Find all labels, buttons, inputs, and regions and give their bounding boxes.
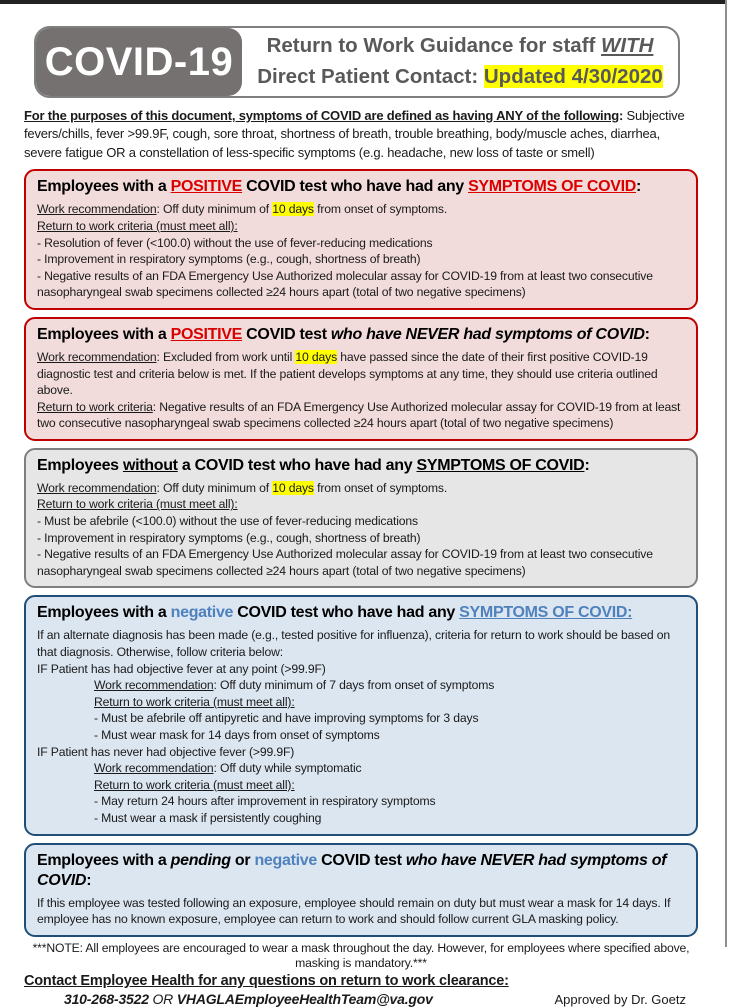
criteria-bullet: - Must wear a mask if persistently coughing	[94, 810, 322, 825]
work-recommendation-text: : Excluded from work until	[156, 349, 296, 364]
return-criteria-label: Return to work criteria (must meet all):	[37, 218, 238, 233]
heading-text: Employees with a	[37, 604, 171, 622]
work-recommendation-line	[37, 201, 685, 218]
header-title-line2	[257, 62, 663, 93]
ten-days-highlight: 10 days	[272, 202, 314, 217]
if-no-fever-condition: IF Patient has never had objective fever (>99.9F)	[37, 744, 295, 759]
heading-text: COVID test who have had any	[242, 178, 469, 196]
criteria-bullet: - Improvement in respiratory symptoms (e.g., cough, shortness of breath)	[37, 252, 421, 267]
heading-colon: :	[644, 325, 650, 343]
definition-lead-text: For the purposes of this document, symptoms of COVID are defined as having ANY of the following	[24, 108, 619, 123]
work-recommendation-line	[37, 677, 685, 694]
contact-line	[24, 991, 433, 1007]
work-recommendation-label: Work recommendation	[94, 678, 214, 693]
document-header	[34, 26, 680, 98]
criteria-bullet: - Negative results of an FDA Emergency Use Authorized molecular assay for COVID-19 from at least two consecutive nasopharyngeal swab specimens collected ≥24 hours apart (total of two negative specimens)	[37, 547, 653, 578]
title-line2-text: Direct Patient Contact:	[257, 65, 484, 88]
page-right-edge	[725, 0, 727, 947]
box-positive-symptomatic	[24, 169, 698, 310]
work-recommendation-label: Work recommendation	[37, 480, 157, 495]
updated-date-highlight: Updated 4/30/2020	[483, 65, 663, 88]
work-recommendation-text: have passed since the date of their first positive COVID-19 diagnostic test and criteria below is met. If the patient develops symptoms at any time, they should use criteria outlined above.	[37, 349, 658, 398]
criteria-bullet: - Improvement in respiratory symptoms (e.g., cough, shortness of breath)	[37, 530, 421, 545]
pending-emphasis: pending	[170, 851, 231, 869]
criteria-bullet: - Negative results of an FDA Emergency Use Authorized molecular assay for COVID-19 from at least two consecutive nasopharyngeal swab specimens collected ≥24 hours apart (total of two negative specimens)	[37, 268, 653, 300]
criteria-bullet: - May return 24 hours after improvement in respiratory symptoms	[94, 794, 436, 809]
return-criteria-label-line	[37, 496, 685, 513]
return-criteria-label-line	[37, 694, 685, 711]
heading-text: Employees with a	[37, 325, 171, 343]
return-criteria-label: Return to work criteria (must meet all):	[94, 777, 295, 792]
work-recommendation-line	[37, 760, 685, 777]
phone-number: 310-268-3522	[64, 991, 149, 1007]
definition-colon: :	[618, 108, 624, 123]
return-criteria-line	[37, 399, 685, 432]
box-negative-symptomatic	[24, 595, 698, 835]
heading-text: Employees with a	[37, 851, 171, 869]
bottom-row	[24, 991, 698, 1007]
symptoms-emphasis: SYMPTOMS OF COVID	[416, 456, 585, 474]
box-positive-never-symptoms	[24, 317, 698, 441]
if-fever-condition: IF Patient has had objective fever at any point (>99.9F)	[37, 661, 326, 676]
criteria-bullet: - Must wear mask for 14 days from onset of symptoms	[94, 728, 380, 743]
return-criteria-label: Return to work criteria (must meet all):	[37, 497, 238, 512]
heading-colon: :	[636, 178, 642, 196]
without-emphasis: without	[122, 456, 178, 474]
heading-colon: :	[584, 456, 590, 474]
return-criteria-label: Return to work criteria (must meet all):	[94, 694, 295, 709]
window-top-edge	[0, 0, 727, 4]
masking-note: ***NOTE: All employees are encouraged to wear a mask throughout the day. However, for employees where specified above, masking is mandatory.***	[32, 940, 690, 971]
box-pending-never-heading	[37, 851, 685, 891]
definition-symptom-list: Subjective fevers/chills, fever >99.9F, cough, sore throat, shortness of breath, trouble breathing, body/muscle aches, diarrhea, severe fatigue OR a constellation of less-specific symptoms (e.g. headache, new loss of taste or smell)	[24, 108, 685, 160]
heading-text: Employees	[37, 456, 123, 474]
title-with-emphasis: WITH	[601, 34, 654, 58]
positive-emphasis: POSITIVE	[170, 178, 243, 196]
box-positive-never-heading	[37, 325, 685, 345]
email-address: VHAGLAEmployeeHealthTeam@va.gov	[176, 991, 433, 1007]
positive-emphasis: POSITIVE	[170, 325, 243, 343]
box-positive-symptomatic-heading	[37, 177, 685, 197]
contact-heading: Contact Employee Health for any questions on return to work clearance:	[24, 973, 509, 990]
header-title	[242, 28, 678, 96]
symptoms-definition-paragraph	[24, 107, 698, 162]
work-recommendation-text: from onset of symptoms.	[313, 480, 448, 495]
ten-days-highlight: 10 days	[295, 349, 338, 364]
work-recommendation-label: Work recommendation	[37, 349, 157, 364]
title-line1-text: Return to Work Guidance for staff	[266, 34, 602, 58]
return-criteria-label: Return to work criteria	[37, 399, 153, 414]
work-recommendation-text: : Off duty minimum of	[156, 202, 273, 217]
heading-colon: :	[86, 871, 92, 889]
alternate-diagnosis-text: If an alternate diagnosis has been made (e.g., tested positive for influenza), criteria for return to work should be based on that diagnosis. Otherwise, follow criteria below:	[37, 628, 670, 660]
heading-text: Employees with a	[37, 178, 171, 196]
return-criteria-text: : Negative results of an FDA Emergency Use Authorized molecular assay for COVID-19 from at least two consecutive nasopharyngeal swab specimens collected ≥24 hours apart (total of two negative specimens)	[37, 399, 681, 431]
approved-by-text: Approved by Dr. Goetz	[554, 992, 686, 1007]
work-recommendation-text: : Off duty while symptomatic	[213, 761, 362, 776]
never-symptoms-emphasis: who have NEVER had symptoms of COVID	[330, 325, 645, 343]
heading-text: COVID test who have had any	[233, 604, 460, 622]
work-recommendation-line	[37, 349, 685, 399]
box-without-test	[24, 448, 698, 589]
negative-emphasis: negative	[170, 604, 234, 622]
return-criteria-label-line	[37, 218, 685, 235]
header-title-line1	[267, 31, 654, 62]
criteria-bullet: - Resolution of fever (<100.0) without the use of fever-reducing medications	[37, 235, 433, 250]
work-recommendation-text: : Off duty minimum of	[156, 480, 273, 495]
work-recommendation-text: from onset of symptoms.	[313, 202, 448, 217]
heading-text: or	[230, 851, 255, 869]
return-criteria-label-line	[37, 777, 685, 794]
pending-guidance-text: If this employee was tested following an exposure, employee should remain on duty but must wear a mask for 14 days. If employee has no known exposure, employee can return to work and should follow current GLA masking policy.	[37, 895, 671, 927]
heading-text: COVID test	[242, 325, 331, 343]
work-recommendation-label: Work recommendation	[37, 202, 157, 217]
heading-text: a COVID test who have had any	[177, 456, 417, 474]
symptoms-emphasis: SYMPTOMS OF COVID:	[459, 604, 633, 622]
criteria-bullet: - Must be afebrile off antipyretic and have improving symptoms for 3 days	[94, 711, 479, 726]
work-recommendation-text: : Off duty minimum of 7 days from onset of symptoms	[213, 678, 495, 693]
or-text: OR	[148, 991, 177, 1007]
criteria-bullet: - Must be afebrile (<100.0) without the use of fever-reducing medications	[37, 514, 418, 529]
box-without-test-heading	[37, 456, 685, 476]
box-pending-never-symptoms	[24, 843, 698, 937]
work-recommendation-line	[37, 480, 685, 497]
negative-emphasis: negative	[254, 851, 317, 869]
covid19-badge: COVID-19	[36, 28, 242, 96]
never-symptoms-emphasis: who have NEVER had symptoms of COVID	[37, 851, 667, 889]
box-negative-symptomatic-heading	[37, 603, 685, 623]
symptoms-emphasis: SYMPTOMS OF COVID	[468, 178, 637, 196]
work-recommendation-label: Work recommendation	[94, 761, 214, 776]
ten-days-highlight: 10 days	[272, 480, 314, 495]
heading-text: COVID test	[316, 851, 406, 869]
